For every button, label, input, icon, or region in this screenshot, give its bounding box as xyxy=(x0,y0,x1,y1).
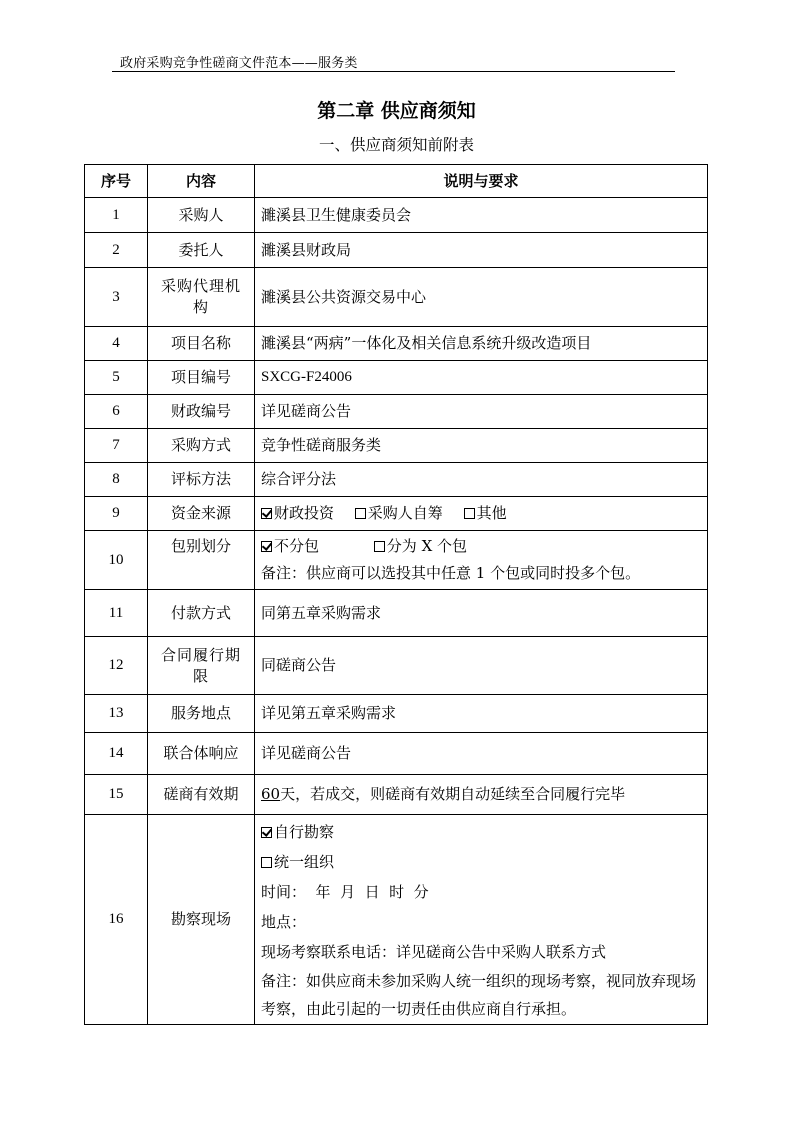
option-label: 采购人自筹 xyxy=(367,504,443,522)
table-row xyxy=(85,198,708,233)
row-item: 评标方法 xyxy=(148,463,255,497)
option-label: 分为 X 个包 xyxy=(386,537,468,555)
survey-time: 时间： 年 月 日 时 分 xyxy=(261,882,429,901)
table-header-row xyxy=(85,165,708,198)
row-number: 1 xyxy=(85,198,148,233)
funding-source-options xyxy=(255,497,708,531)
table-row xyxy=(85,395,708,429)
header-desc: 说明与要求 xyxy=(255,165,708,198)
row-number: 6 xyxy=(85,395,148,429)
survey-place: 地点： xyxy=(261,912,307,931)
validity-text: 天，若成交，则磋商有效期自动延续至合同履行完毕 xyxy=(280,785,626,803)
row-item: 服务地点 xyxy=(148,695,255,733)
row-desc: 详见磋商公告 xyxy=(255,733,708,775)
validity-period-cell xyxy=(255,775,708,815)
checkbox-icon xyxy=(374,541,385,552)
row-item: 项目编号 xyxy=(148,361,255,395)
row-item: 采购方式 xyxy=(148,429,255,463)
option-label: 自行勘察 xyxy=(274,822,335,841)
row-number: 14 xyxy=(85,733,148,775)
row-number: 5 xyxy=(85,361,148,395)
table-row xyxy=(85,531,708,590)
table-row xyxy=(85,361,708,395)
header-item: 内容 xyxy=(148,165,255,198)
table-row xyxy=(85,497,708,531)
row-item: 合同履行期限 xyxy=(148,637,255,695)
chapter-title: 第二章 供应商须知 xyxy=(317,100,476,122)
table-row xyxy=(85,429,708,463)
row-number: 10 xyxy=(85,531,148,590)
package-note: 备注：供应商可以选投其中任意 1 个包或同时投多个包。 xyxy=(261,564,641,582)
row-item: 联合体响应 xyxy=(148,733,255,775)
checked-checkbox-icon xyxy=(261,827,272,838)
site-survey-cell xyxy=(255,815,708,1025)
option-unified-organization[interactable] xyxy=(261,847,701,877)
row-item: 资金来源 xyxy=(148,497,255,531)
row-item: 委托人 xyxy=(148,233,255,268)
row-item: 付款方式 xyxy=(148,590,255,637)
row-item: 采购人 xyxy=(148,198,255,233)
section-title: 一、供应商须知前附表 xyxy=(318,136,474,154)
table-row xyxy=(85,233,708,268)
row-number: 11 xyxy=(85,590,148,637)
row-desc: 综合评分法 xyxy=(255,463,708,497)
row-number: 12 xyxy=(85,637,148,695)
row-number: 15 xyxy=(85,775,148,815)
row-desc: 同磋商公告 xyxy=(255,637,708,695)
option-label: 其他 xyxy=(476,504,507,522)
table-row xyxy=(85,637,708,695)
table-row xyxy=(85,733,708,775)
table-row xyxy=(85,695,708,733)
table-row xyxy=(85,327,708,361)
header-no: 序号 xyxy=(85,165,148,198)
row-item: 财政编号 xyxy=(148,395,255,429)
row-desc: 濉溪县公共资源交易中心 xyxy=(255,268,708,327)
checkbox-icon xyxy=(464,508,475,519)
option-label: 财政投资 xyxy=(274,504,335,522)
checked-checkbox-icon xyxy=(261,541,272,552)
option-no-split[interactable] xyxy=(261,533,319,560)
row-item: 采购代理机构 xyxy=(148,268,255,327)
survey-contact: 现场考察联系电话：详见磋商公告中采购人联系方式 xyxy=(261,942,607,961)
table-row xyxy=(85,590,708,637)
package-division-cell xyxy=(255,531,708,590)
validity-days-value: 60 xyxy=(261,785,281,803)
row-item: 项目名称 xyxy=(148,327,255,361)
table-row xyxy=(85,463,708,497)
supplier-notice-table xyxy=(84,164,708,1025)
row-item: 磋商有效期 xyxy=(148,775,255,815)
option-split-packages[interactable] xyxy=(374,533,467,560)
option-fiscal-investment[interactable] xyxy=(261,503,334,524)
row-desc: 濉溪县卫生健康委员会 xyxy=(255,198,708,233)
option-label: 不分包 xyxy=(274,537,320,555)
row-number: 3 xyxy=(85,268,148,327)
row-number: 2 xyxy=(85,233,148,268)
table-row xyxy=(85,775,708,815)
checkbox-icon xyxy=(261,857,272,868)
row-desc: 详见第五章采购需求 xyxy=(255,695,708,733)
row-number: 7 xyxy=(85,429,148,463)
row-desc: 详见磋商公告 xyxy=(255,395,708,429)
table-row xyxy=(85,815,708,1025)
row-number: 13 xyxy=(85,695,148,733)
option-label: 统一组织 xyxy=(274,852,335,871)
row-desc: 濉溪县“两病”一体化及相关信息系统升级改造项目 xyxy=(255,327,708,361)
row-item: 勘察现场 xyxy=(148,815,255,1025)
row-item: 包别划分 xyxy=(148,531,255,590)
row-desc: 同第五章采购需求 xyxy=(255,590,708,637)
row-number: 4 xyxy=(85,327,148,361)
survey-note: 备注：如供应商未参加采购人统一组织的现场考察，视同放弃现场考察，由此引起的一切责任由供应商自行承担。 xyxy=(261,971,697,1018)
row-number: 16 xyxy=(85,815,148,1025)
option-self-survey[interactable] xyxy=(261,817,701,847)
table-row xyxy=(85,268,708,327)
running-header: 政府采购竞争性磋商文件范本——服务类 xyxy=(120,56,358,71)
row-desc: SXCG-F24006 xyxy=(255,361,708,395)
checkbox-icon xyxy=(355,508,366,519)
option-other[interactable] xyxy=(464,503,507,524)
header-rule xyxy=(112,71,675,72)
row-desc: 濉溪县财政局 xyxy=(255,233,708,268)
row-desc: 竞争性磋商服务类 xyxy=(255,429,708,463)
row-number: 9 xyxy=(85,497,148,531)
option-self-raised[interactable] xyxy=(355,503,443,524)
row-number: 8 xyxy=(85,463,148,497)
checked-checkbox-icon xyxy=(261,508,272,519)
